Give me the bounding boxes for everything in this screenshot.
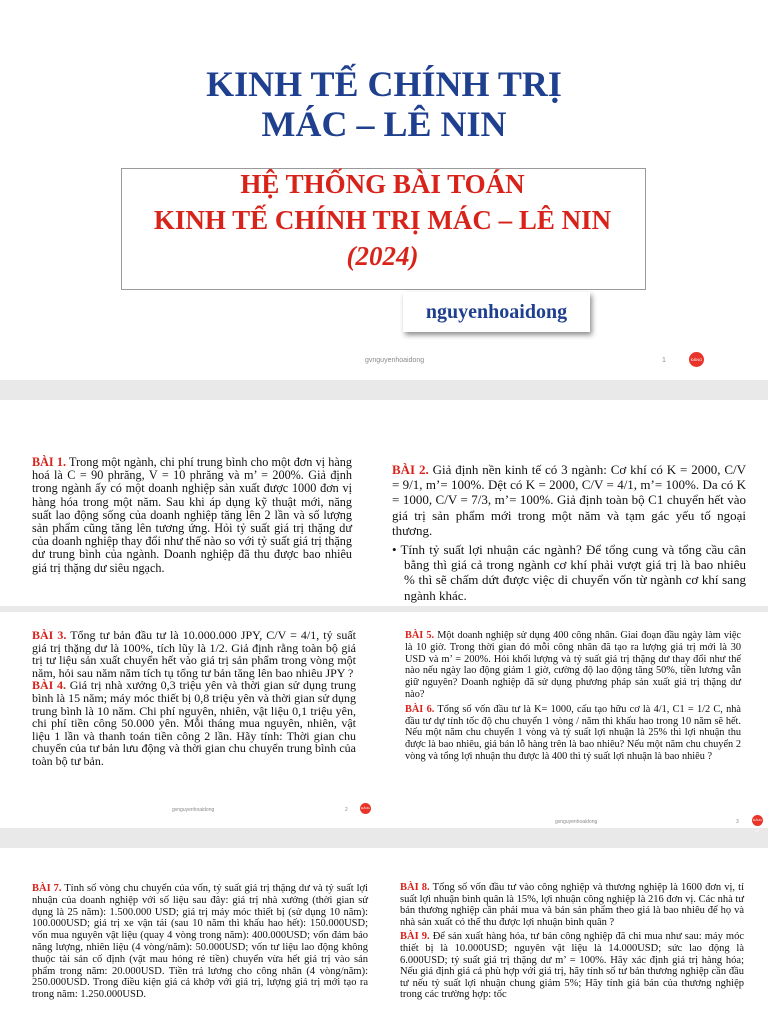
problem-7-label: BÀI 7. [32, 883, 62, 894]
footer-text-right: gvnguyenhoaidong [555, 819, 598, 825]
subscribe-badge-right-icon[interactable]: ĐĂNG KÝ [752, 815, 763, 826]
problem-2-label: BÀI 2. [392, 462, 429, 477]
problem-1-text: Trong một ngành, chi phí trung bình cho một đơn vị hàng hoá là C = 90 phrăng, V = 10 phrăng và m’ = 200%. Giả định trong ngành ấy có một doanh nghiệp sản xuất được 1000 đơn vị hàng hóa trong một năm. Sau khi áp dụng kỹ thuật mới, năng suất lao động sống của doanh nghiệp tăng lên 2 lần và số lượng sản phẩm cũng tăng lên tương ứng. Hỏi tỷ suất giá trị thặng dư của doanh nghiệp thay đổi như thế nào so với tỷ suất giá trị thặng dư trung bình của ngành. Doanh nghiệp đã thu được bao nhiêu giá trị thặng dư siêu ngạch. [32, 455, 352, 575]
cover-slide [0, 0, 768, 380]
problem-6-label: BÀI 6. [405, 703, 435, 715]
problem-7-text: Tính số vòng chu chuyển của vốn, tỷ suất giá trị thặng dư và tỷ suất lợi nhuận của doanh nghiệp với số liệu sau đây: giá trị nhà xưởng (thời gian sử dụng là 25 năm): 1.500.000 USD; giá trị máy móc thiết bị (sử dụng 10 năm): 100.000USD; giá trị xe vận tải (sau 10 năm thì khấu hao hết): 150.000USD; vốn mua nguyên vật liệu (quay 4 vòng trong năm): 400.000USD; vốn đảm bảo năng lượng, nhiên liệu (4 vòng/năm): 50.000USD; vốn tư liệu lao động không thuộc tài sản cố định (vật mau hỏng rẻ tiền) chuyển vừa hết giá trị vào sản phẩm trong năm: 20.000USD. Tiền trả lương cho công nhân (4 vòng/năm): 250.000USD. Trong điều kiện giá cả khớp với giá trị, lượng giá trị mới tạo ra trong năm: 1.250.000USD. [32, 883, 368, 1001]
problem-1-label: BÀI 1. [32, 455, 67, 469]
slide-problems-1-2 [0, 400, 768, 606]
problem-2-question: • Tính tỷ suất lợi nhuận các ngành? Để tổng cung và tổng cầu cân bằng thì giá cả trong ngành cơ khí phải vượt giá trị là bao nhiêu % thì sẽ chấm dứt được việc di chuyển vốn từ ngành cơ khí sang ngành khác. [392, 542, 746, 603]
footer-text: gvnguyenhoaidong [365, 357, 425, 364]
problems-8-9 [400, 882, 744, 1001]
problem-9-label: BÀI 9. [400, 931, 430, 943]
subscribe-badge-icon[interactable]: ĐĂNG KÝ [689, 352, 704, 367]
page-number-left: 2 [345, 807, 348, 813]
subtitle-year: (2024) [346, 241, 419, 271]
problem-1 [32, 456, 352, 575]
page-number-right: 3 [736, 819, 739, 825]
slide-problems-7-9 [0, 848, 768, 1024]
problem-6-text: Tổng số vốn đầu tư là K= 1000, cấu tạo hữu cơ là 4/1, C1 = 1/2 C, nhà đầu tư dự tính tốc độ chu chuyển 1 vòng / năm thì khấu hao trong 10 năm sẽ hết. Nếu một năm chu chuyển 1 vòng và tỷ suất lợi nhuận là 25% thì lợi nhuận thu được là bao nhiêu, giá bán lỗ hàng trên là bao nhiêu? Nếu một năm chu chuyển 2 vòng và tổng lợi nhuận thu được là 400 thì tỷ suất lợi nhuận là bao nhiêu ? [405, 703, 741, 762]
problem-9-text: Để sản xuất hàng hóa, tư bản công nghiệp đã chi mua như sau: máy móc thiết bị là 10.000USD; nguyên vật liệu là 14.000USD; sức lao động là 6.000USD; tỷ suất giá trị thặng dư m’ = 100%. Hãy xác định giá trị hàng hóa; Nếu giá định giá cả phù hợp với giá trị, hãy tính số tư bản thương nghiệp cần đầu tư nếu tỷ suất lợi nhuận chung giảm 5%; Hãy tính giá bán của thương nghiệp trong các trường hợp: tốc [400, 931, 744, 1001]
subscribe-badge-left-icon[interactable]: ĐĂNG KÝ [360, 803, 371, 814]
page-number: 1 [662, 357, 666, 364]
problems-3-4 [32, 629, 356, 768]
main-title-line2: MÁC – LÊ NIN [261, 104, 507, 144]
problem-2 [392, 462, 746, 603]
main-title-line1: KINH TẾ CHÍNH TRỊ [206, 64, 562, 104]
problem-8-label: BÀI 8. [400, 882, 430, 893]
problem-3-label: BÀI 3. [32, 628, 67, 642]
subtitle [121, 166, 644, 274]
footer-text-left: gvnguyenhoaidong [172, 807, 215, 813]
problem-7 [32, 883, 368, 1001]
problem-8-text: Tổng số vốn đầu tư vào công nghiệp và thương nghiệp là 1600 đơn vị, tỉ suất lợi nhuận bình quân là 15%, lợi nhuận công nghiệp là 216 đơn vị. Các nhà tư bản thương nghiệp cần phải mua và bán sản phẩm theo giá là bao nhiêu để họ và nhà sản xuất có thể thu được lợi nhuận bình quân ? [400, 882, 744, 928]
problem-3-text: Tổng tư bản đầu tư là 10.000.000 JPY, C/V = 4/1, tỷ suất giá trị thặng dư là 100%, tích lũy là 1/2. Giả định rằng toàn bộ giá trị tư liệu sản xuất chuyển hết vào giá trị sản phẩm trong vòng một năm, hỏi sau năm năm tích tụ tổng tư bản tăng lên bao nhiêu JPY ? [32, 628, 357, 680]
problem-2-text: Giả định nền kinh tế có 3 ngành: Cơ khí có K = 2000, C/V = 9/1, m’= 100%. Dệt có K = 2000, C/V = 4/1, m’= 100%. Da có K = 1000, C/V = 7/3, m’= 100%. Giả định toàn bộ C1 chuyển hết vào giá trị sản phẩm mới trong một năm và tạm gác yếu tố ngoại thương. [392, 462, 746, 538]
problems-5-6 [405, 630, 741, 763]
main-title [0, 64, 768, 144]
slide-problems-3-6 [0, 612, 768, 833]
problem-5-label: BÀI 5. [405, 630, 435, 641]
problem-4-text: Giá trị nhà xưởng 0,3 triệu yên và thời gian sử dụng trung bình là 15 năm; máy móc thiết bị 0,8 triệu yên và thời gian sử dụng trung bình là 10 năm. Chi phí nguyên, nhiên, vật liệu 0,1 triệu yên, chi phí tiền công 50.000 yên. Mỗi tháng mua nguyên, nhiên, vật liệu 1 lần và thanh toán tiền công 2 lần. Hãy tính: Thời gian chu chuyển của tư bản lưu động và thời gian chu chuyển trung bình của toàn bộ tư bản. [32, 678, 356, 768]
problem-4-label: BÀI 4. [32, 678, 67, 693]
problem-5-text: Một doanh nghiệp sử dụng 400 công nhân. Giai đoạn đầu ngày làm việc là 10 giờ. Trong thời gian đó mỗi công nhân đã tạo ra lượng giá trị mới là 30 USD và m’ = 200%. Hỏi khối lượng và tỷ suất giá trị thặng dư thay đổi như thế nào nếu ngày lao động giảm 1 giờ, cường độ lao động tăng 50%, tiền lương vẫn giữ nguyên? Doanh nghiệp đã sử dụng phương pháp sản xuất giá trị thặng dư nào? [405, 630, 742, 700]
subtitle-line2: KINH TẾ CHÍNH TRỊ MÁC – LÊ NIN [153, 205, 612, 235]
author-box: nguyenhoaidong [403, 292, 590, 332]
subtitle-line1: HỆ THỐNG BÀI TOÁN [240, 169, 525, 199]
